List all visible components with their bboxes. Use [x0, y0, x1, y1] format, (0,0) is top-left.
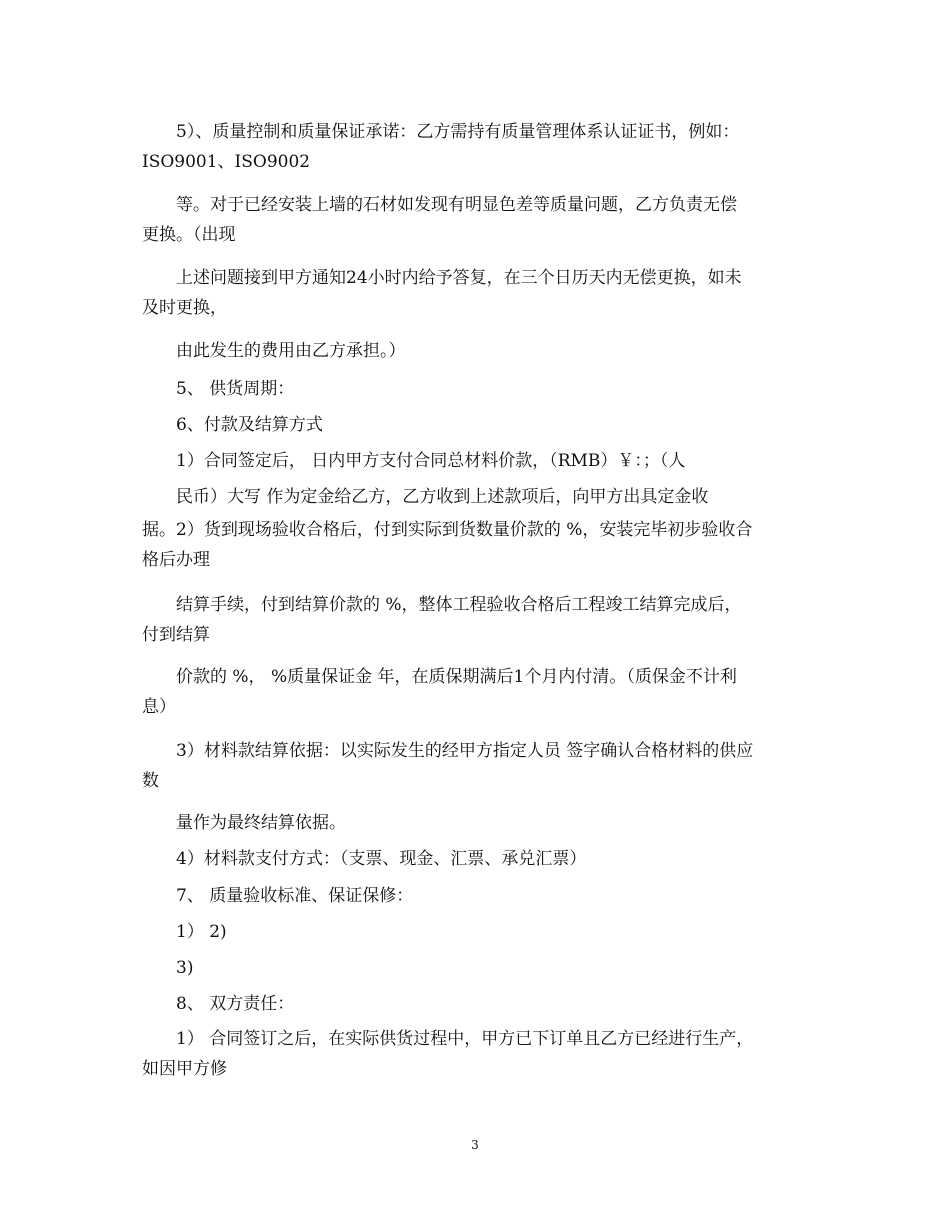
- text-line: 上述问题接到甲方通知24小时内给予答复，在三个日历天内无偿更换，如未: [176, 268, 742, 288]
- paragraph: [142, 989, 812, 1019]
- paragraph: [142, 736, 812, 796]
- text-line: 1） 2): [176, 922, 227, 942]
- paragraph: [142, 953, 812, 983]
- text-line: 5）、质量控制和质量保证承诺：乙方需持有质量管理体系认证证书，例如：: [176, 122, 740, 142]
- paragraph: [142, 336, 812, 366]
- paragraph: [142, 446, 812, 476]
- text-line: 数: [142, 771, 159, 791]
- text-line: 等。对于已经安装上墙的石材如发现有明显色差等质量问题，乙方负责无偿: [176, 195, 737, 215]
- text-line: 价款的 %， %质量保证金 年，在质保期满后1个月内付清。（质保金不计利: [176, 667, 737, 687]
- text-line: 更换。（出现: [142, 225, 236, 245]
- text-line: 3）材料款结算依据：以实际发生的经甲方指定人员 签字确认合格材料的供应: [176, 741, 754, 761]
- text-line: 5、 供货周期：: [176, 379, 295, 399]
- text-line: 1）合同签定后， 日内甲方支付合同总材料价款，（RMB）￥：；（人: [176, 451, 686, 471]
- text-line: 8、 双方责任：: [176, 994, 295, 1014]
- paragraph: [142, 881, 812, 911]
- paragraph: [142, 515, 812, 575]
- text-line: 4）材料款支付方式：（支票、现金、汇票、承兑汇票）: [176, 849, 587, 869]
- text-line: 如因甲方修: [142, 1059, 227, 1079]
- text-line: 息）: [142, 697, 176, 717]
- paragraph: [142, 808, 812, 838]
- paragraph: [142, 590, 812, 650]
- paragraph: [142, 662, 812, 722]
- paragraph: [142, 482, 812, 512]
- paragraph: [142, 117, 812, 177]
- text-line: ISO9001、ISO9002: [142, 152, 311, 172]
- paragraph: [142, 844, 812, 874]
- paragraph: [142, 190, 812, 250]
- text-line: 3): [176, 958, 194, 978]
- text-line: 格后办理: [142, 550, 210, 570]
- text-line: 6、付款及结算方式: [176, 415, 323, 435]
- text-line: 7、 质量验收标准、保证保修：: [176, 886, 414, 906]
- text-line: 付到结算: [142, 625, 210, 645]
- paragraph: [142, 263, 812, 323]
- text-line: 据。2）货到现场验收合格后，付到实际到货数量价款的 %，安装完毕初步验收合: [142, 520, 753, 540]
- paragraph: [142, 374, 812, 404]
- paragraph: [142, 410, 812, 440]
- text-line: 1） 合同签订之后，在实际供货过程中，甲方已下订单且乙方已经进行生产，: [176, 1029, 754, 1049]
- text-line: 量作为最终结算依据。: [176, 813, 346, 833]
- text-line: 由此发生的费用由乙方承担。）: [176, 341, 406, 361]
- paragraph: [142, 1024, 812, 1084]
- paragraph: [142, 917, 812, 947]
- text-line: 民币）大写 作为定金给乙方，乙方收到上述款项后，向甲方出具定金收: [176, 487, 709, 507]
- text-line: 结算手续，付到结算价款的 %，整体工程验收合格后工程竣工结算完成后，: [176, 595, 742, 615]
- page-number: 3: [471, 1138, 479, 1152]
- text-line: 及时更换，: [142, 298, 227, 318]
